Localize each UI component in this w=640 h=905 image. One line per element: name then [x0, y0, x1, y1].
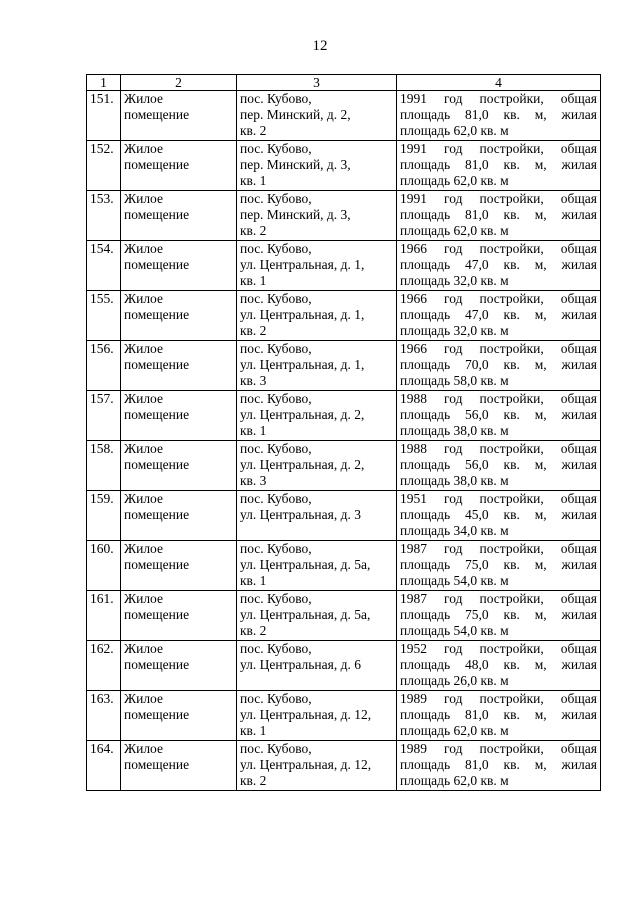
row-number: 153.	[87, 191, 121, 241]
property-address: пос. Кубово, ул. Центральная, д. 1, кв. 1	[237, 241, 397, 291]
row-number: 155.	[87, 291, 121, 341]
column-header-number: 1	[87, 75, 121, 91]
table-row	[87, 91, 601, 141]
table-row	[87, 391, 601, 441]
property-address: пос. Кубово, ул. Центральная, д. 6	[237, 641, 397, 691]
property-name: Жилое помещение	[121, 691, 237, 741]
column-header-description: 4	[397, 75, 601, 91]
row-number: 151.	[87, 91, 121, 141]
property-name: Жилое помещение	[121, 441, 237, 491]
table-row	[87, 491, 601, 541]
property-description: 1987 год постройки, общая площадь 75,0 кв. м, жилая площадь 54,0 кв. м	[397, 591, 601, 641]
property-description: 1991 год постройки, общая площадь 81,0 кв. м, жилая площадь 62,0 кв. м	[397, 141, 601, 191]
table-body	[87, 91, 601, 791]
property-description: 1966 год постройки, общая площадь 47,0 кв. м, жилая площадь 32,0 кв. м	[397, 241, 601, 291]
property-name: Жилое помещение	[121, 291, 237, 341]
table-row	[87, 441, 601, 491]
row-number: 163.	[87, 691, 121, 741]
property-address: пос. Кубово, пер. Минский, д. 3, кв. 1	[237, 141, 397, 191]
property-description: 1988 год постройки, общая площадь 56,0 кв. м, жилая площадь 38,0 кв. м	[397, 391, 601, 441]
column-header-name: 2	[121, 75, 237, 91]
row-number: 160.	[87, 541, 121, 591]
row-number: 156.	[87, 341, 121, 391]
property-address: пос. Кубово, ул. Центральная, д. 5а, кв. 1	[237, 541, 397, 591]
property-name: Жилое помещение	[121, 641, 237, 691]
property-name: Жилое помещение	[121, 341, 237, 391]
property-address: пос. Кубово, ул. Центральная, д. 2, кв. 3	[237, 441, 397, 491]
property-name: Жилое помещение	[121, 741, 237, 791]
property-name: Жилое помещение	[121, 391, 237, 441]
page-number: 12	[312, 38, 328, 54]
property-description: 1951 год постройки, общая площадь 45,0 кв. м, жилая площадь 34,0 кв. м	[397, 491, 601, 541]
table-row	[87, 241, 601, 291]
row-number: 154.	[87, 241, 121, 291]
property-description: 1989 год постройки, общая площадь 81,0 кв. м, жилая площадь 62,0 кв. м	[397, 691, 601, 741]
property-address: пос. Кубово, пер. Минский, д. 2, кв. 2	[237, 91, 397, 141]
property-address: пос. Кубово, ул. Центральная, д. 1, кв. 2	[237, 291, 397, 341]
table-row	[87, 591, 601, 641]
property-address: пос. Кубово, ул. Центральная, д. 12, кв. 1	[237, 691, 397, 741]
property-description: 1966 год постройки, общая площадь 70,0 кв. м, жилая площадь 58,0 кв. м	[397, 341, 601, 391]
table-row	[87, 291, 601, 341]
table-row	[87, 141, 601, 191]
table-row	[87, 641, 601, 691]
property-address: пос. Кубово, ул. Центральная, д. 1, кв. 3	[237, 341, 397, 391]
table-row	[87, 691, 601, 741]
property-address: пос. Кубово, ул. Центральная, д. 5а, кв. 2	[237, 591, 397, 641]
row-number: 159.	[87, 491, 121, 541]
row-number: 164.	[87, 741, 121, 791]
property-description: 1987 год постройки, общая площадь 75,0 кв. м, жилая площадь 54,0 кв. м	[397, 541, 601, 591]
property-address: пос. Кубово, ул. Центральная, д. 3	[237, 491, 397, 541]
row-number: 158.	[87, 441, 121, 491]
table-row	[87, 541, 601, 591]
table-header-row	[87, 75, 601, 91]
property-description: 1952 год постройки, общая площадь 48,0 кв. м, жилая площадь 26,0 кв. м	[397, 641, 601, 691]
property-address: пос. Кубово, ул. Центральная, д. 2, кв. 1	[237, 391, 397, 441]
property-address: пос. Кубово, ул. Центральная, д. 12, кв. 2	[237, 741, 397, 791]
property-name: Жилое помещение	[121, 141, 237, 191]
column-header-address: 3	[237, 75, 397, 91]
row-number: 157.	[87, 391, 121, 441]
property-name: Жилое помещение	[121, 241, 237, 291]
property-address: пос. Кубово, пер. Минский, д. 3, кв. 2	[237, 191, 397, 241]
property-name: Жилое помещение	[121, 541, 237, 591]
property-description: 1988 год постройки, общая площадь 56,0 кв. м, жилая площадь 38,0 кв. м	[397, 441, 601, 491]
table-row	[87, 741, 601, 791]
property-registry-table	[86, 74, 601, 791]
property-name: Жилое помещение	[121, 91, 237, 141]
table-row	[87, 191, 601, 241]
property-description: 1991 год постройки, общая площадь 81,0 кв. м, жилая площадь 62,0 кв. м	[397, 91, 601, 141]
property-description: 1991 год постройки, общая площадь 81,0 кв. м, жилая площадь 62,0 кв. м	[397, 191, 601, 241]
row-number: 152.	[87, 141, 121, 191]
property-name: Жилое помещение	[121, 591, 237, 641]
property-description: 1966 год постройки, общая площадь 47,0 кв. м, жилая площадь 32,0 кв. м	[397, 291, 601, 341]
property-description: 1989 год постройки, общая площадь 81,0 кв. м, жилая площадь 62,0 кв. м	[397, 741, 601, 791]
row-number: 162.	[87, 641, 121, 691]
table-row	[87, 341, 601, 391]
property-name: Жилое помещение	[121, 491, 237, 541]
property-name: Жилое помещение	[121, 191, 237, 241]
row-number: 161.	[87, 591, 121, 641]
